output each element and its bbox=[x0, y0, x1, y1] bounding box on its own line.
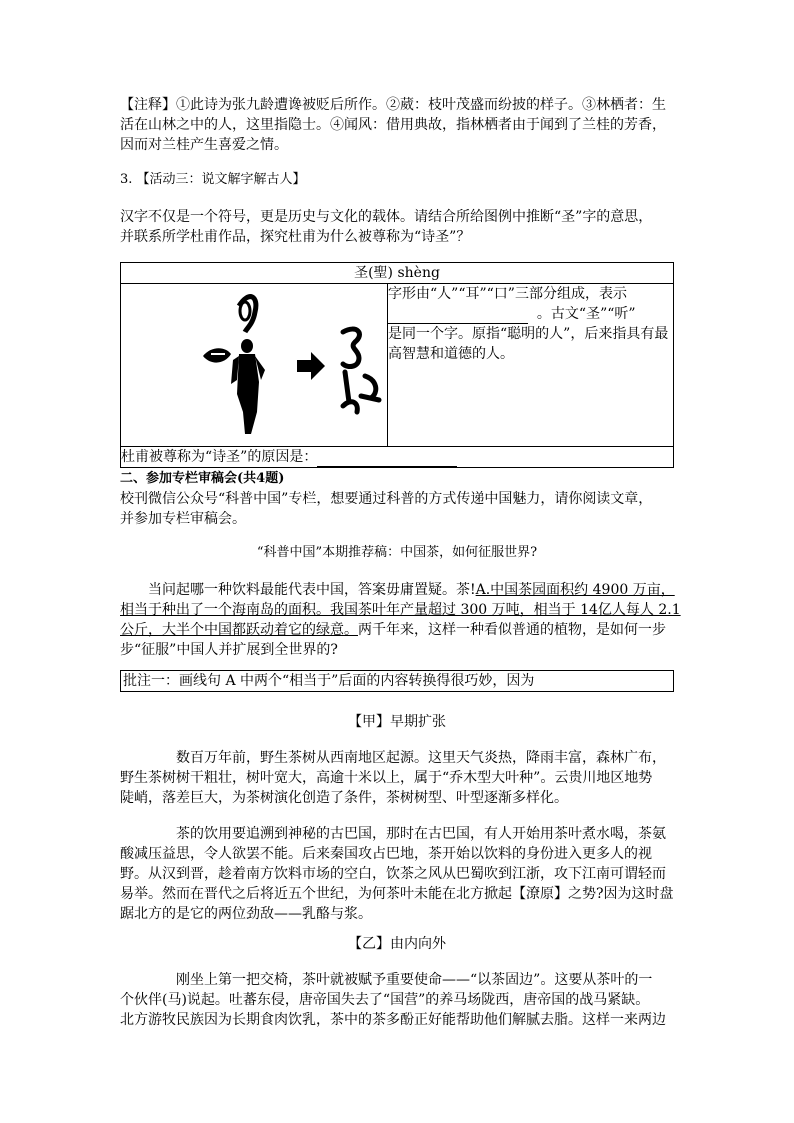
sheng-glyph-illustration bbox=[121, 284, 387, 446]
section-jia-title: 【甲】早期扩张 bbox=[348, 714, 446, 730]
jia1-line-1: 数百万年前，野生茶树从西南地区起源。这里天气炎热，降雨丰富，森林广布， bbox=[176, 750, 666, 766]
jia2-line-4: 易举。然而在晋代之后将近五个世纪，为何茶叶未能在北方掀起【潦原】之势?因为这时盘 bbox=[120, 886, 674, 902]
glyph-description bbox=[388, 284, 674, 447]
sentence-a-underlined-end: 公斤，大半个中国都跃动着它的绿意。 bbox=[120, 622, 358, 638]
annotation-box-1[interactable] bbox=[120, 670, 674, 692]
section2-title: 二、参加专栏审稿会(共4题) bbox=[120, 471, 285, 486]
desc-text-2: 。古文“圣”“听” bbox=[536, 306, 636, 322]
activity3-line-1: 汉字不仅是一个符号，更是历史与文化的载体。请结合所给图例中推断“圣”字的意思， bbox=[120, 209, 653, 225]
fill-blank-meaning[interactable] bbox=[388, 308, 528, 324]
activity3-line-2: 并联系所学杜甫作品，探究杜甫为什么被尊称为“诗圣”？ bbox=[120, 229, 471, 245]
jia1-line-3: 陡峭，落差巨大，为茶树演化创造了条件，茶树树型、叶型逐渐多样化。 bbox=[120, 790, 568, 806]
article-title: “科普中国”本期推荐稿：中国茶，如何征服世界? bbox=[256, 545, 538, 560]
person-pictograph bbox=[231, 339, 265, 434]
ear-pictograph bbox=[239, 297, 256, 332]
yi1-line-2: 个伙伴(马)说起。吐蕃东侵，唐帝国失去了“国营”的养马场陇西，唐帝国的战马紧缺。 bbox=[120, 992, 650, 1008]
glyph-table-footer bbox=[121, 447, 674, 468]
transform-arrow bbox=[297, 352, 325, 380]
yi1-line-1: 刚坐上第一把交椅，茶叶就被赋予重要使命——“以茶固边”。这要从茶叶的一 bbox=[176, 972, 653, 988]
jia1-line-2: 野生茶树树干粗壮，树叶宽大，高逾十米以上，属于“乔木型大叶种”。云贵川地区地势 bbox=[120, 770, 653, 786]
section-yi-title: 【乙】由内向外 bbox=[348, 936, 446, 952]
sentence-a-underlined: A.中国茶园面积约 4900 万亩， bbox=[475, 582, 675, 598]
jia2-line-2: 酸减压益思，令人欲罢不能。后来秦国攻占巴地，茶开始以饮料的身份进入更多人的视 bbox=[120, 846, 652, 862]
para1-text-a: 当问起哪一种饮料最能代表中国，答案毋庸置疑。茶! bbox=[148, 582, 476, 598]
para1-line-3 bbox=[120, 620, 680, 640]
mouth-pictograph bbox=[203, 348, 231, 362]
para1-line-4: 步“征服”中国人并扩展到全世界的? bbox=[120, 642, 338, 658]
activity3-title: 3. 【活动三：说文解字解古人】 bbox=[120, 172, 306, 187]
ancient-sheng-character bbox=[343, 329, 379, 412]
jia2-line-1: 茶的饮用要追溯到神秘的古巴国，那时在古巴国，有人开始用茶叶煮水喝，茶氨 bbox=[176, 826, 666, 842]
para1-line-1 bbox=[148, 580, 708, 600]
fill-blank-reason[interactable] bbox=[317, 451, 457, 467]
desc-text-3: 是同一个字。原指“聪明的人”，后来指具有最高智慧和道德的人。 bbox=[388, 326, 669, 362]
section2-line-1: 校刊微信公众号“科普中国”专栏，想要通过科普的方式传递中国魅力，请你阅读文章， bbox=[120, 491, 653, 507]
jia2-line-5: 踞北方的是它的两位劲敌——乳酪与浆。 bbox=[120, 906, 372, 922]
glyph-table-header: 圣(聖) shèng bbox=[121, 263, 674, 284]
note-line-1: 【注释】①此诗为张九龄遭谗被贬后所作。②葳：枝叶茂盛而纷披的样子。③林栖者：生 bbox=[120, 97, 666, 113]
annotation-1-text: 批注一：画线句 A 中两个“相当于”后面的内容转换得很巧妙，因为 bbox=[123, 673, 535, 689]
para1-text-b: 两千年来，这样一种看似普通的植物，是如何一步 bbox=[358, 622, 666, 638]
desc-text-1: 字形由“人”“耳”“口”三部分组成，表示 bbox=[388, 286, 627, 302]
yi1-line-3: 北方游牧民族因为长期食肉饮乳，茶中的茶多酚正好能帮助他们解腻去脂。这样一来两边 bbox=[120, 1012, 666, 1028]
glyph-illustration-cell bbox=[121, 284, 388, 447]
note-line-3: 因而对兰桂产生喜爱之情。 bbox=[120, 137, 288, 153]
jia2-line-3: 野。从汉到晋，趁着南方饮料市场的空白，饮茶之风从巴蜀吹到江浙，攻下江南可谓轻而 bbox=[120, 866, 666, 882]
note-line-2: 活在山林之中的人，这里指隐士。④闻风：借用典故，指林栖者由于闻到了兰桂的芳香， bbox=[120, 117, 666, 133]
glyph-table bbox=[120, 262, 674, 468]
para1-line-2: 相当于种出了一个海南岛的面积。我国茶叶年产量超过 300 万吨，相当于 14亿人每人 2.1 bbox=[120, 602, 681, 618]
footer-question: 杜甫被尊称为“诗圣”的原因是： bbox=[121, 449, 318, 465]
section2-line-2: 并参加专栏审稿会。 bbox=[120, 511, 246, 527]
